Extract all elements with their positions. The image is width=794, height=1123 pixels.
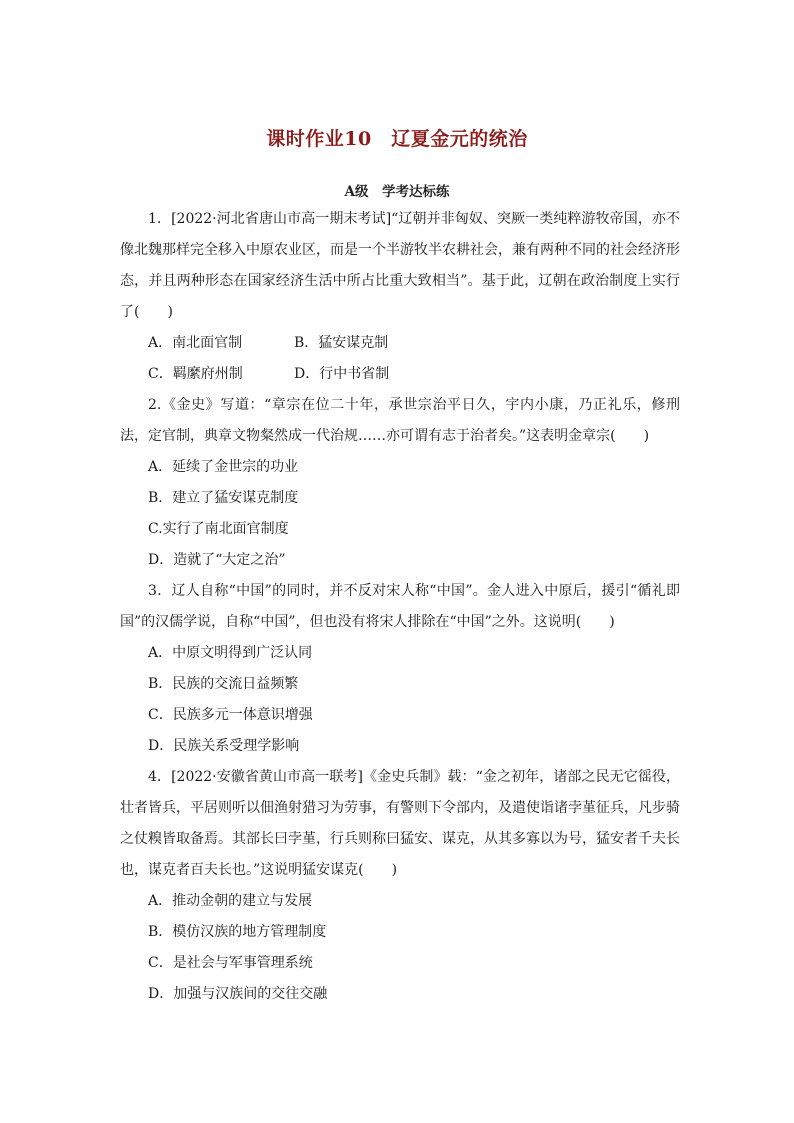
- question-4: [120, 762, 680, 1010]
- option-d: D．行中书省制: [294, 366, 390, 382]
- option-a: A．南北面官制: [148, 335, 243, 351]
- section-heading: A级 学考达标练: [344, 184, 450, 200]
- question-list: [120, 204, 680, 1010]
- option-c: C.实行了南北面官制度: [148, 521, 289, 537]
- option-a: A．推动金朝的建立与发展: [148, 893, 313, 909]
- page-title: 课时作业10 辽夏金元的统治: [266, 128, 528, 150]
- option-row: [120, 359, 680, 390]
- option-a: A．中原文明得到广泛认同: [148, 645, 313, 661]
- option-c: C．民族多元一体意识增强: [148, 707, 313, 723]
- option-c: C．羁縻府州制: [148, 366, 243, 382]
- option-b: B．民族的交流日益频繁: [148, 676, 299, 692]
- question-stem: 4．[2022·安徽省黄山市高一联考]《金史兵制》载：“金之初年，诸部之民无它徭役，壮者皆兵，平居则听以佃渔射猎习为劳事，有警则下令部内，及遣使诣诸孛堇征兵，凡步骑之仗糗皆取备焉。其部长曰孛堇，行兵则称曰猛安、谋克，从其多寡以为号，猛安者千夫长也，谋克者百夫长也。”这说明猛安谋克( ): [120, 769, 680, 878]
- question-2: [120, 390, 680, 576]
- option-a: A．延续了金世宗的功业: [148, 459, 299, 475]
- option-row: [120, 328, 680, 359]
- question-stem: 3．辽人自称“中国”的同时，并不反对宋人称“中国”。金人进入中原后，援引“循礼即国”的汉儒学说，自称“中国”，但也没有将宋人排除在“中国”之外。这说明( ): [120, 583, 680, 630]
- option-c: C．是社会与军事管理系统: [148, 955, 313, 971]
- option-b: B．建立了猛安谋克制度: [148, 490, 299, 506]
- question-1: [120, 204, 680, 390]
- option-b: B．猛安谋克制: [294, 335, 389, 351]
- question-stem: 2.《金史》写道：“章宗在位二十年，承世宗治平日久，宇内小康，乃正礼乐，修刑法，定官制，典章文物粲然成一代治规……亦可谓有志于治者矣。”这表明金章宗( ): [120, 397, 680, 444]
- option-d: D．造就了“大定之治”: [148, 552, 286, 568]
- option-d: D．加强与汉族间的交往交融: [148, 986, 328, 1002]
- question-stem: 1．[2022·河北省唐山市高一期末考试]“辽朝并非匈奴、突厥一类纯粹游牧帝国，亦不像北魏那样完全移入中原农业区，而是一个半游牧半农耕社会，兼有两种不同的社会经济形态，并且两种形态在国家经济生活中所占比重大致相当”。基于此，辽朝在政治制度上实行了( ): [120, 211, 680, 320]
- option-b: B．模仿汉族的地方管理制度: [148, 924, 327, 940]
- option-d: D．民族关系受理学影响: [148, 738, 300, 754]
- question-3: [120, 576, 680, 762]
